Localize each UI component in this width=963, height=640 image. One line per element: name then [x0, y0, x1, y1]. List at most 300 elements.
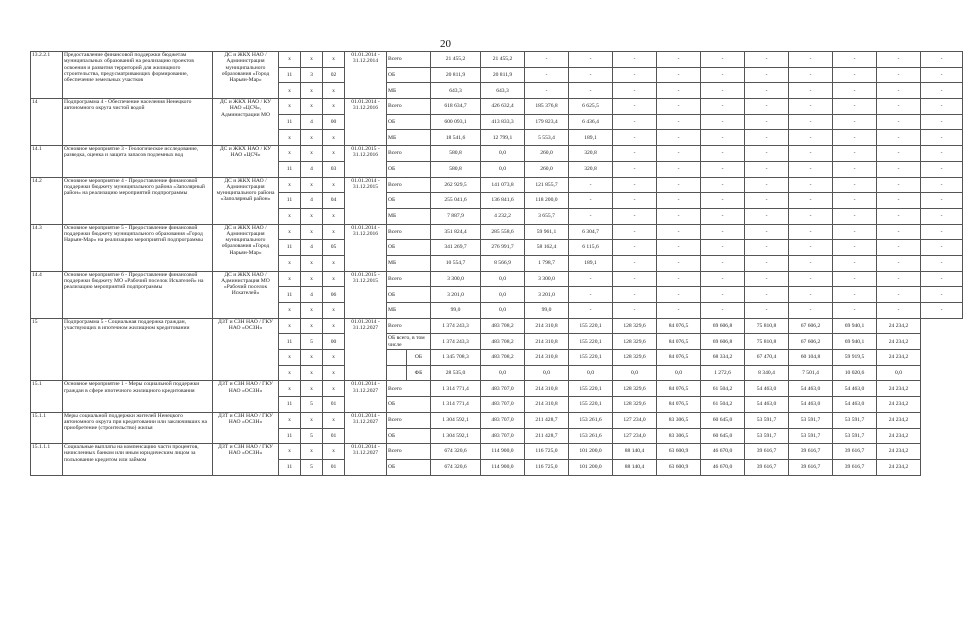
row-value: -: [701, 114, 745, 130]
row-code-part: x: [279, 224, 301, 240]
row-value: -: [833, 83, 877, 99]
table-row: [31, 381, 963, 397]
row-source: Всего: [387, 177, 431, 193]
row-period: 01.01.2014 - 31.12.2016: [345, 99, 387, 146]
row-name: Предоставление финансовой поддержки бюджетам муниципальных образований на реализацию проектов освоения и развития территорий для жилищного строительства, предусматривающих формирование, обеспечение земельных участков: [63, 52, 213, 99]
row-value: -: [921, 161, 963, 177]
row-code-part: x: [301, 271, 323, 287]
row-code-part: 3: [301, 67, 323, 83]
row-source: ФБ: [407, 365, 431, 381]
row-value: 4 232,2: [481, 208, 525, 224]
row-code-part: x: [323, 255, 345, 271]
row-value: 67 606,2: [789, 318, 833, 334]
row-value: 24 234,2: [877, 334, 921, 350]
row-value: 7 501,4: [789, 365, 833, 381]
row-code-part: 11: [279, 161, 301, 177]
row-value: 0,0: [877, 365, 921, 381]
row-value: -: [613, 83, 657, 99]
row-value: 413 833,3: [481, 114, 525, 130]
row-value: -: [745, 177, 789, 193]
row-value: 483 707,0: [481, 412, 525, 428]
row-value: 75 810,8: [745, 318, 789, 334]
row-value: -: [789, 208, 833, 224]
row-code-part: x: [301, 177, 323, 193]
row-code-part: x: [279, 99, 301, 115]
row-period: 01.01.2014 - 31.12.2027: [345, 444, 387, 475]
row-value: 674 320,6: [431, 444, 481, 460]
row-value: 83 306,5: [657, 428, 701, 444]
row-value: -: [657, 146, 701, 162]
row-value: -: [833, 146, 877, 162]
row-source: ОБ всего, в том числе: [387, 334, 431, 350]
row-value: -: [921, 130, 963, 146]
row-code-part: x: [301, 83, 323, 99]
row-value: 53 591,7: [833, 428, 877, 444]
row-value: 39 616,7: [789, 444, 833, 460]
row-source: ОБ: [387, 161, 431, 177]
row-value: -: [921, 240, 963, 256]
row-value: -: [877, 130, 921, 146]
row-code: 14.1: [31, 146, 63, 177]
row-code-part: x: [323, 177, 345, 193]
source-empty: [387, 365, 407, 381]
row-code-part: x: [301, 350, 323, 366]
row-value: 24 234,2: [877, 350, 921, 366]
row-value: 116 725,0: [525, 459, 569, 475]
row-value: 483 707,0: [481, 381, 525, 397]
row-code-part: x: [323, 412, 345, 428]
row-value: -: [613, 130, 657, 146]
row-value: -: [657, 208, 701, 224]
row-value: 155 220,1: [569, 334, 613, 350]
row-code-part: 5: [301, 397, 323, 413]
row-period: 01.01.2015 - 31.12.2015: [345, 271, 387, 318]
row-value: 21 455,2: [431, 52, 481, 68]
row-code-part: 01: [323, 397, 345, 413]
row-value: 21 455,2: [481, 52, 525, 68]
page-number: 20: [440, 38, 451, 50]
row-name: Основное мероприятие 4 - Предоставление финансовой поддержки бюджету муниципального района «Заполярный район» на реализацию мероприятий подпрограммы: [63, 177, 213, 224]
row-value: -: [657, 83, 701, 99]
row-value: -: [877, 83, 921, 99]
budget-table: [30, 51, 963, 476]
row-code-part: x: [279, 255, 301, 271]
row-code-part: x: [279, 381, 301, 397]
row-code-part: 5: [301, 459, 323, 475]
row-value: 67 606,2: [789, 334, 833, 350]
row-source: Всего: [387, 381, 431, 397]
row-value: 128 329,6: [613, 381, 657, 397]
row-value: -: [789, 52, 833, 68]
row-executor: ДС и ЖКХ НАО / Администрация муниципального района «Заполярный район»: [213, 177, 279, 224]
row-value: -: [701, 303, 745, 319]
row-code-part: 4: [301, 287, 323, 303]
row-value: -: [657, 99, 701, 115]
row-value: 54 463,0: [789, 381, 833, 397]
row-value: -: [745, 193, 789, 209]
row-value: -: [789, 193, 833, 209]
row-source: ОБ: [387, 114, 431, 130]
row-value: -: [789, 161, 833, 177]
row-value: 84 076,5: [657, 350, 701, 366]
row-source: ОБ: [387, 459, 431, 475]
row-value: -: [745, 271, 789, 287]
row-value: -: [701, 287, 745, 303]
row-value: -: [833, 114, 877, 130]
row-period: 01.01.2014 - 31.12.2015: [345, 177, 387, 224]
row-value: 53 591,7: [833, 412, 877, 428]
row-value: 155 220,1: [569, 381, 613, 397]
row-code-part: 11: [279, 67, 301, 83]
row-value: -: [833, 224, 877, 240]
row-value: 53 591,7: [789, 412, 833, 428]
row-value: 214 310,8: [525, 381, 569, 397]
row-value: -: [921, 271, 963, 287]
row-value: -: [789, 271, 833, 287]
row-value: -: [877, 67, 921, 83]
row-value: -: [921, 177, 963, 193]
row-code-part: 4: [301, 114, 323, 130]
row-value: -: [745, 255, 789, 271]
row-value: 214 310,8: [525, 397, 569, 413]
row-code-part: 01: [323, 459, 345, 475]
row-value: 0,0: [481, 161, 525, 177]
row-code-part: x: [301, 208, 323, 224]
row-code-part: x: [279, 208, 301, 224]
row-source: МБ: [387, 303, 431, 319]
row-value: 0,0: [481, 287, 525, 303]
row-value: 1 345 708,3: [431, 350, 481, 366]
table-row: [31, 271, 963, 287]
row-value: -: [613, 208, 657, 224]
row-value: -: [657, 67, 701, 83]
row-value: -: [613, 271, 657, 287]
row-value: 54 463,0: [789, 397, 833, 413]
row-code-part: x: [279, 318, 301, 334]
row-code-part: x: [279, 365, 301, 381]
row-value: -: [745, 99, 789, 115]
table-body: [31, 52, 963, 476]
row-value: 39 616,7: [789, 459, 833, 475]
row-value: 24 234,2: [877, 459, 921, 475]
row-value: -: [745, 52, 789, 68]
row-value: 483 708,2: [481, 318, 525, 334]
row-source: ОБ: [387, 397, 431, 413]
row-value: -: [613, 303, 657, 319]
row-value: -: [613, 240, 657, 256]
row-value: 24 234,2: [877, 381, 921, 397]
row-source: МБ: [387, 255, 431, 271]
row-value: 61 504,2: [701, 397, 745, 413]
row-value: 75 810,8: [745, 334, 789, 350]
row-value: -: [569, 271, 613, 287]
row-value: 643,3: [481, 83, 525, 99]
row-value: -: [789, 287, 833, 303]
row-value: 136 841,6: [481, 193, 525, 209]
row-period: 01.01.2014 - 31.12.2014: [345, 52, 387, 99]
row-code-part: x: [279, 350, 301, 366]
row-value: 1 798,7: [525, 255, 569, 271]
row-value: 24 234,2: [877, 428, 921, 444]
row-name: Подпрограмма 4 - Обеспечение населения Ненецкого автономного округа чистой водой: [63, 99, 213, 146]
row-value: 260,0: [525, 146, 569, 162]
row-value: -: [569, 83, 613, 99]
row-value: -: [745, 114, 789, 130]
row-source: Всего: [387, 146, 431, 162]
row-value: -: [525, 52, 569, 68]
row-value: -: [525, 67, 569, 83]
table-row: [31, 177, 963, 193]
row-value: -: [613, 146, 657, 162]
row-value: 643,3: [431, 83, 481, 99]
row-value: 0,0: [569, 365, 613, 381]
row-code-part: 00: [323, 114, 345, 130]
row-value: -: [701, 271, 745, 287]
row-value: 260,0: [525, 161, 569, 177]
row-value: 141 073,8: [481, 177, 525, 193]
table-row: [31, 99, 963, 115]
row-value: -: [701, 146, 745, 162]
row-value: 69 940,1: [833, 334, 877, 350]
row-value: -: [569, 177, 613, 193]
row-value: 12 799,1: [481, 130, 525, 146]
row-value: -: [833, 130, 877, 146]
row-value: 600 093,1: [431, 114, 481, 130]
row-value: -: [613, 99, 657, 115]
row-name: Основное мероприятие 6 - Предоставление финансовой поддержки бюджету МО «Рабочий поселок Искателей» на реализацию мероприятий подпрограммы: [63, 271, 213, 318]
row-value: -: [833, 99, 877, 115]
row-value: -: [613, 161, 657, 177]
table-row: [31, 444, 963, 460]
row-value: -: [833, 240, 877, 256]
row-value: 0,0: [525, 365, 569, 381]
row-value: -: [657, 303, 701, 319]
row-value: -: [789, 146, 833, 162]
row-value: 214 310,8: [525, 334, 569, 350]
row-value: -: [745, 83, 789, 99]
row-value: -: [833, 271, 877, 287]
row-value: 211 428,7: [525, 428, 569, 444]
row-value: 88 140,4: [613, 444, 657, 460]
row-code-part: x: [323, 271, 345, 287]
row-value: -: [613, 67, 657, 83]
row-value: -: [525, 83, 569, 99]
row-value: -: [877, 161, 921, 177]
row-code-part: x: [301, 224, 323, 240]
row-value: 189,1: [569, 130, 613, 146]
row-value: 128 329,6: [613, 318, 657, 334]
row-value: -: [789, 255, 833, 271]
row-code-part: 4: [301, 240, 323, 256]
row-code-part: x: [323, 83, 345, 99]
row-value: 262 929,5: [431, 177, 481, 193]
row-executor: ДЗТ и СЗН НАО / ГКУ НАО «ОСЗН»: [213, 381, 279, 412]
row-period: 01.01.2014 - 31.12.2027: [345, 381, 387, 412]
row-value: 28 535,0: [431, 365, 481, 381]
row-value: -: [613, 52, 657, 68]
row-executor: ДС и ЖКХ НАО / КУ НАО «ЦСЧ»: [213, 146, 279, 177]
row-value: 24 234,2: [877, 444, 921, 460]
row-value: 88 140,4: [613, 459, 657, 475]
row-value: -: [657, 255, 701, 271]
table-row: [31, 318, 963, 334]
row-value: -: [877, 114, 921, 130]
row-code: 14.2: [31, 177, 63, 224]
row-code-part: x: [279, 271, 301, 287]
row-value: -: [657, 271, 701, 287]
row-value: -: [569, 303, 613, 319]
row-value: 0,0: [481, 303, 525, 319]
row-value: 3 201,0: [431, 287, 481, 303]
row-value: 69 606,8: [701, 318, 745, 334]
row-value: -: [701, 67, 745, 83]
row-value: -: [877, 224, 921, 240]
row-value: 84 076,5: [657, 397, 701, 413]
row-value: 20 811,9: [481, 67, 525, 83]
row-value: 341 269,7: [431, 240, 481, 256]
row-code-part: x: [301, 444, 323, 460]
row-executor: ДС и ЖКХ НАО / КУ НАО «ЦСЧ», Администрации МО: [213, 99, 279, 146]
row-value: -: [613, 114, 657, 130]
row-value: 1 272,6: [701, 365, 745, 381]
row-value: 53 591,7: [745, 412, 789, 428]
row-code-part: 05: [323, 240, 345, 256]
row-source: МБ: [387, 83, 431, 99]
row-code-part: 11: [279, 459, 301, 475]
row-code-part: x: [279, 303, 301, 319]
row-value: -: [877, 240, 921, 256]
row-value: -: [833, 161, 877, 177]
row-value: 3 300,0: [431, 271, 481, 287]
row-code-part: 02: [323, 67, 345, 83]
row-value: 0,0: [481, 365, 525, 381]
row-code-part: x: [323, 303, 345, 319]
row-value: -: [701, 161, 745, 177]
row-value: 46 670,0: [701, 459, 745, 475]
row-code: 15.1: [31, 381, 63, 412]
row-value: 39 616,7: [745, 444, 789, 460]
row-source: ОБ: [387, 240, 431, 256]
row-source: Всего: [387, 224, 431, 240]
row-value: 0,0: [481, 271, 525, 287]
row-value: 3 300,0: [525, 271, 569, 287]
row-value: -: [877, 193, 921, 209]
row-code-part: x: [301, 365, 323, 381]
row-code-part: x: [301, 146, 323, 162]
row-value: 60 645,0: [701, 428, 745, 444]
row-value: 84 076,5: [657, 381, 701, 397]
row-value: -: [745, 240, 789, 256]
row-code-part: x: [323, 52, 345, 68]
row-value: 1 374 243,3: [431, 334, 481, 350]
row-source: Всего: [387, 318, 431, 334]
row-value: 8 340,4: [745, 365, 789, 381]
row-value: -: [877, 99, 921, 115]
row-code-part: 5: [301, 334, 323, 350]
row-value: 0,0: [481, 146, 525, 162]
row-value: 1 304 592,1: [431, 412, 481, 428]
row-value: 128 329,6: [613, 334, 657, 350]
row-value: 214 310,8: [525, 318, 569, 334]
row-value: -: [569, 52, 613, 68]
row-value: -: [789, 83, 833, 99]
row-value: 24 234,2: [877, 412, 921, 428]
row-period: 01.01.2014 - 31.12.2016: [345, 224, 387, 271]
row-code-part: 00: [323, 334, 345, 350]
row-value: 5 553,4: [525, 130, 569, 146]
row-source: ОБ: [387, 287, 431, 303]
row-value: 99,0: [431, 303, 481, 319]
row-value: -: [921, 193, 963, 209]
row-value: -: [701, 255, 745, 271]
row-value: 155 220,1: [569, 397, 613, 413]
row-value: 127 234,0: [613, 412, 657, 428]
row-value: -: [701, 130, 745, 146]
row-code: 15.1.1.1: [31, 444, 63, 475]
row-value: 54 463,0: [833, 397, 877, 413]
row-value: 255 041,6: [431, 193, 481, 209]
row-value: -: [789, 303, 833, 319]
row-code-part: x: [323, 130, 345, 146]
row-value: 54 463,0: [745, 381, 789, 397]
row-value: 39 616,7: [833, 459, 877, 475]
row-value: 53 591,7: [745, 428, 789, 444]
row-value: 61 504,2: [701, 381, 745, 397]
row-value: -: [701, 240, 745, 256]
row-code-part: 4: [301, 193, 323, 209]
row-value: 63 600,9: [657, 459, 701, 475]
row-name: Подпрограмма 5 - Социальная поддержка граждан, участвующих в ипотечном жилищном кредитовании: [63, 318, 213, 381]
row-value: 320,8: [569, 161, 613, 177]
row-value: -: [657, 224, 701, 240]
row-value: 3 655,7: [525, 208, 569, 224]
row-value: 320,8: [569, 146, 613, 162]
row-value: -: [569, 287, 613, 303]
row-value: -: [657, 161, 701, 177]
row-value: 114 900,0: [481, 444, 525, 460]
row-value: -: [789, 130, 833, 146]
row-value: 39 616,7: [745, 459, 789, 475]
row-value: 20 811,9: [431, 67, 481, 83]
row-value: 67 470,4: [745, 350, 789, 366]
row-value: -: [921, 146, 963, 162]
row-value: -: [833, 208, 877, 224]
row-executor: ДЗТ и СЗН НАО / ГКУ НАО «ОСЗН»: [213, 412, 279, 443]
row-source: Всего: [387, 412, 431, 428]
row-value: -: [833, 287, 877, 303]
row-value: -: [833, 52, 877, 68]
row-value: 211 428,7: [525, 412, 569, 428]
row-value: 189,1: [569, 255, 613, 271]
row-value: 60 104,8: [789, 350, 833, 366]
source-empty: [387, 350, 407, 366]
row-value: 69 940,1: [833, 318, 877, 334]
row-value: -: [877, 271, 921, 287]
row-value: -: [657, 114, 701, 130]
row-source: МБ: [387, 130, 431, 146]
row-value: -: [745, 67, 789, 83]
row-code-part: x: [301, 412, 323, 428]
row-code: 14.3: [31, 224, 63, 271]
row-value: 0,0: [613, 365, 657, 381]
row-code-part: x: [323, 224, 345, 240]
row-code-part: 11: [279, 240, 301, 256]
row-code-part: 11: [279, 428, 301, 444]
row-value: 6 115,6: [569, 240, 613, 256]
row-value: -: [745, 303, 789, 319]
row-value: -: [789, 224, 833, 240]
row-code-part: 11: [279, 114, 301, 130]
